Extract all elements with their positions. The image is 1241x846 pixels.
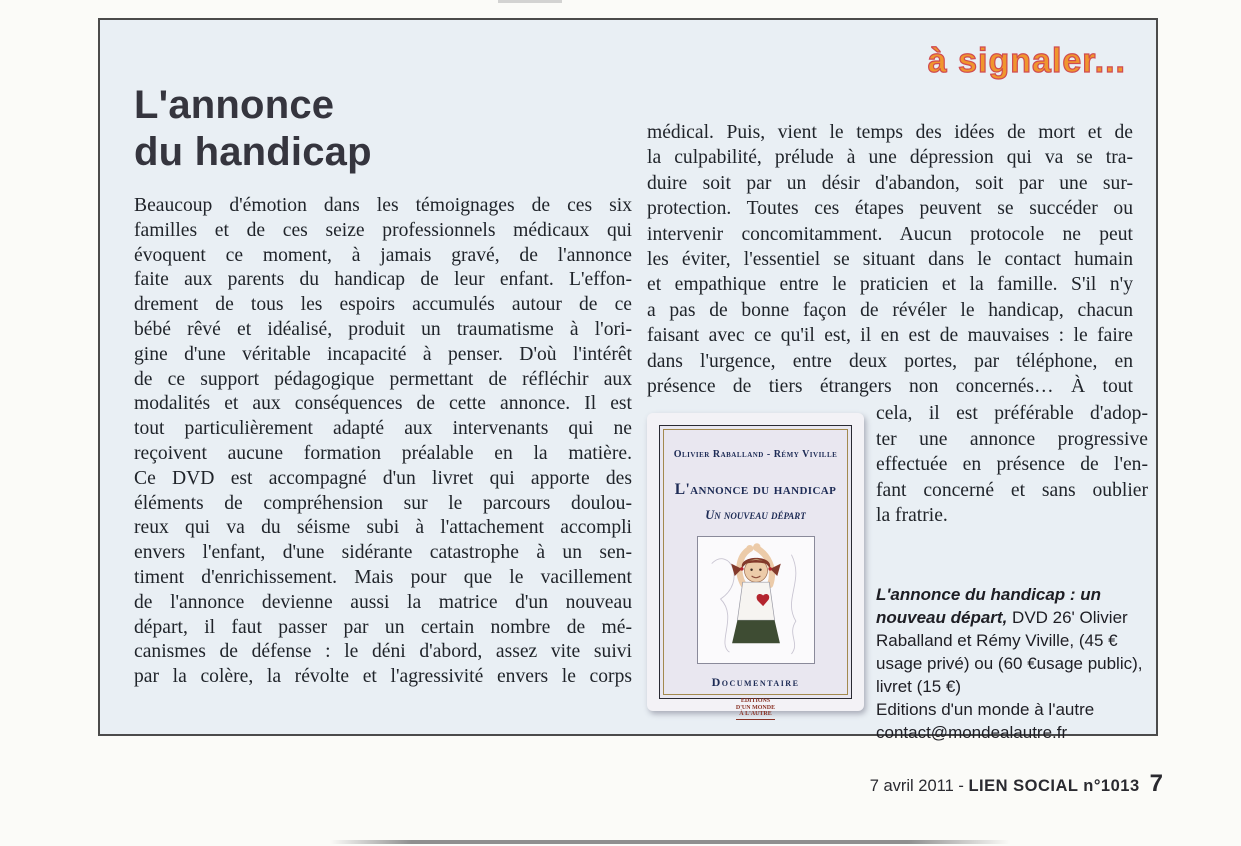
body-text-line: modalités et aux conséquences de cette annonce. Il est	[134, 393, 632, 415]
body-text-line: par la colère, la révolte et l'agressivité envers le corps	[134, 666, 632, 688]
footer-date: 7 avril 2011 -	[869, 777, 969, 795]
body-text-line: départ, il faut passer par un certain nombre de mé-	[134, 616, 632, 638]
caption-credits	[876, 583, 1148, 698]
body-text-line: évoquent ce moment, à jamais gravé, de l'annonce	[134, 244, 632, 266]
body-text-line: de l'annonce devienne aussi la matrice d'un nouveau	[134, 591, 632, 613]
body-text-line: effectuée en présence de l'en-	[876, 454, 1148, 476]
footer-page-number: 7	[1149, 770, 1163, 797]
dvd-cover	[659, 425, 852, 718]
body-text-line: et empathique entre le praticien et la famille. S'il n'y	[647, 274, 1133, 296]
scan-artifact-bottom	[330, 840, 1010, 844]
body-text-line: ter une annonce progressive	[876, 428, 1148, 450]
body-text-line: médical. Puis, vient le temps des idées de mort et de	[647, 122, 1133, 143]
body-text-line: présence de tiers étrangers non concernés… À tout	[647, 376, 1133, 398]
page-title-line-1: L'annonce	[134, 83, 335, 127]
caption-publisher: Editions d'un monde à l'autre	[876, 699, 1095, 719]
body-text-line: canismes de défense : le déni d'abord, assez vite suivi	[134, 641, 632, 663]
page-title-line-2: du handicap	[134, 130, 372, 174]
dvd-caption	[876, 583, 1148, 744]
caption-email: contact@mondealautre.fr	[876, 722, 1068, 742]
body-text-line: faisant avec ce qu'il est, il en est de mauvaises : le faire	[647, 325, 1133, 347]
body-text-line: protection. Toutes ces étapes peuvent se succéder ou	[647, 198, 1133, 220]
right-column-narrow	[876, 401, 1148, 743]
body-text-line: timent d'enrichissement. Mais pour que le vacillement	[134, 566, 632, 588]
body-text-line: familles et de ces seize professionnels médicaux qui	[134, 219, 632, 241]
dvd-authors: Olivier Raballand - Rémy Viville	[673, 449, 838, 461]
body-text-line: faite aux parents du handicap de leur enfant. L'effon-	[134, 269, 632, 291]
page-footer	[870, 770, 1163, 798]
girl-illustration	[697, 536, 815, 664]
body-text-line: la culpabilité, prélude à une dépression qui va se tra-	[647, 147, 1133, 169]
body-text-line: reux qui va du séisme subi à l'attachement accompli	[134, 517, 632, 539]
article-frame	[98, 18, 1158, 742]
body-text-line: éléments de compréhension sur le parcours doulou-	[134, 492, 632, 514]
dvd-and-text-row	[647, 401, 1148, 743]
caption-title: L'annonce du handicap : un nouveau départ,	[876, 584, 1102, 627]
body-text-line: duire soit par un désir d'abandon, soit par une sur-	[647, 172, 1133, 194]
body-text-line: intervenir concomitamment. Aucun protocole ne peut	[647, 223, 1133, 245]
footer-magazine: LIEN SOCIAL n°1013	[968, 777, 1140, 795]
body-text-line: la fratrie.	[876, 505, 948, 527]
body-text-line: de ce support pédagogique permettant de réfléchir aux	[134, 368, 632, 390]
body-text-line: a pas de bonne façon de révéler le handicap, chacun	[647, 299, 1133, 321]
body-text-line: cela, il est préférable d'adop-	[876, 403, 1148, 425]
dvd-title: L'annonce du handicap	[674, 480, 837, 498]
dvd-publisher-logo: EDITIONS D'UN MONDE À L'AUTRE	[736, 698, 775, 720]
page-title	[134, 82, 372, 176]
dvd-subtitle: Un nouveau départ	[705, 508, 806, 523]
scan-artifact-top	[498, 0, 562, 3]
body-text-line: gine d'une véritable incapacité à penser. D'où l'intérêt	[134, 343, 632, 365]
wrap-text-lines	[876, 401, 1148, 528]
section-tagline: à signaler...	[927, 42, 1126, 80]
body-text-line: envers l'enfant, d'une sidérante catastrophe à un sen-	[134, 542, 632, 564]
body-text-line: bébé rêvé et idéalisé, produit un traumatisme à l'ori-	[134, 318, 632, 340]
body-text-line: drement de tous les espoirs accumulés autour de ce	[134, 294, 632, 316]
body-text-line: fant concerné et sans oublier	[876, 479, 1148, 501]
body-text-line: dans l'urgence, entre deux portes, par téléphone, en	[647, 350, 1133, 372]
body-text-line: Ce DVD est accompagné d'un livret qui apporte des	[134, 467, 632, 489]
right-column-full-lines	[647, 120, 1133, 399]
caption-rest: DVD 26' Olivier Raballand et Rémy Viville, (45 € usage privé) ou (60 €usage public), livret (15 €)	[876, 607, 1143, 696]
body-text-line: reçoivent aucune formation préalable en la matière.	[134, 442, 632, 464]
dvd-cover-photo	[647, 413, 864, 718]
body-text-line: Beaucoup d'émotion dans les témoignages de ces six	[134, 195, 632, 216]
dvd-genre: Documentaire	[711, 674, 800, 689]
article-right-column	[647, 120, 1148, 744]
body-text-line: tout particulièrement adapté aux intervenants qui ne	[134, 418, 632, 440]
article-left-column	[134, 194, 632, 690]
body-text-line: les éviter, l'essentiel se situant dans le contact humain	[647, 249, 1133, 271]
